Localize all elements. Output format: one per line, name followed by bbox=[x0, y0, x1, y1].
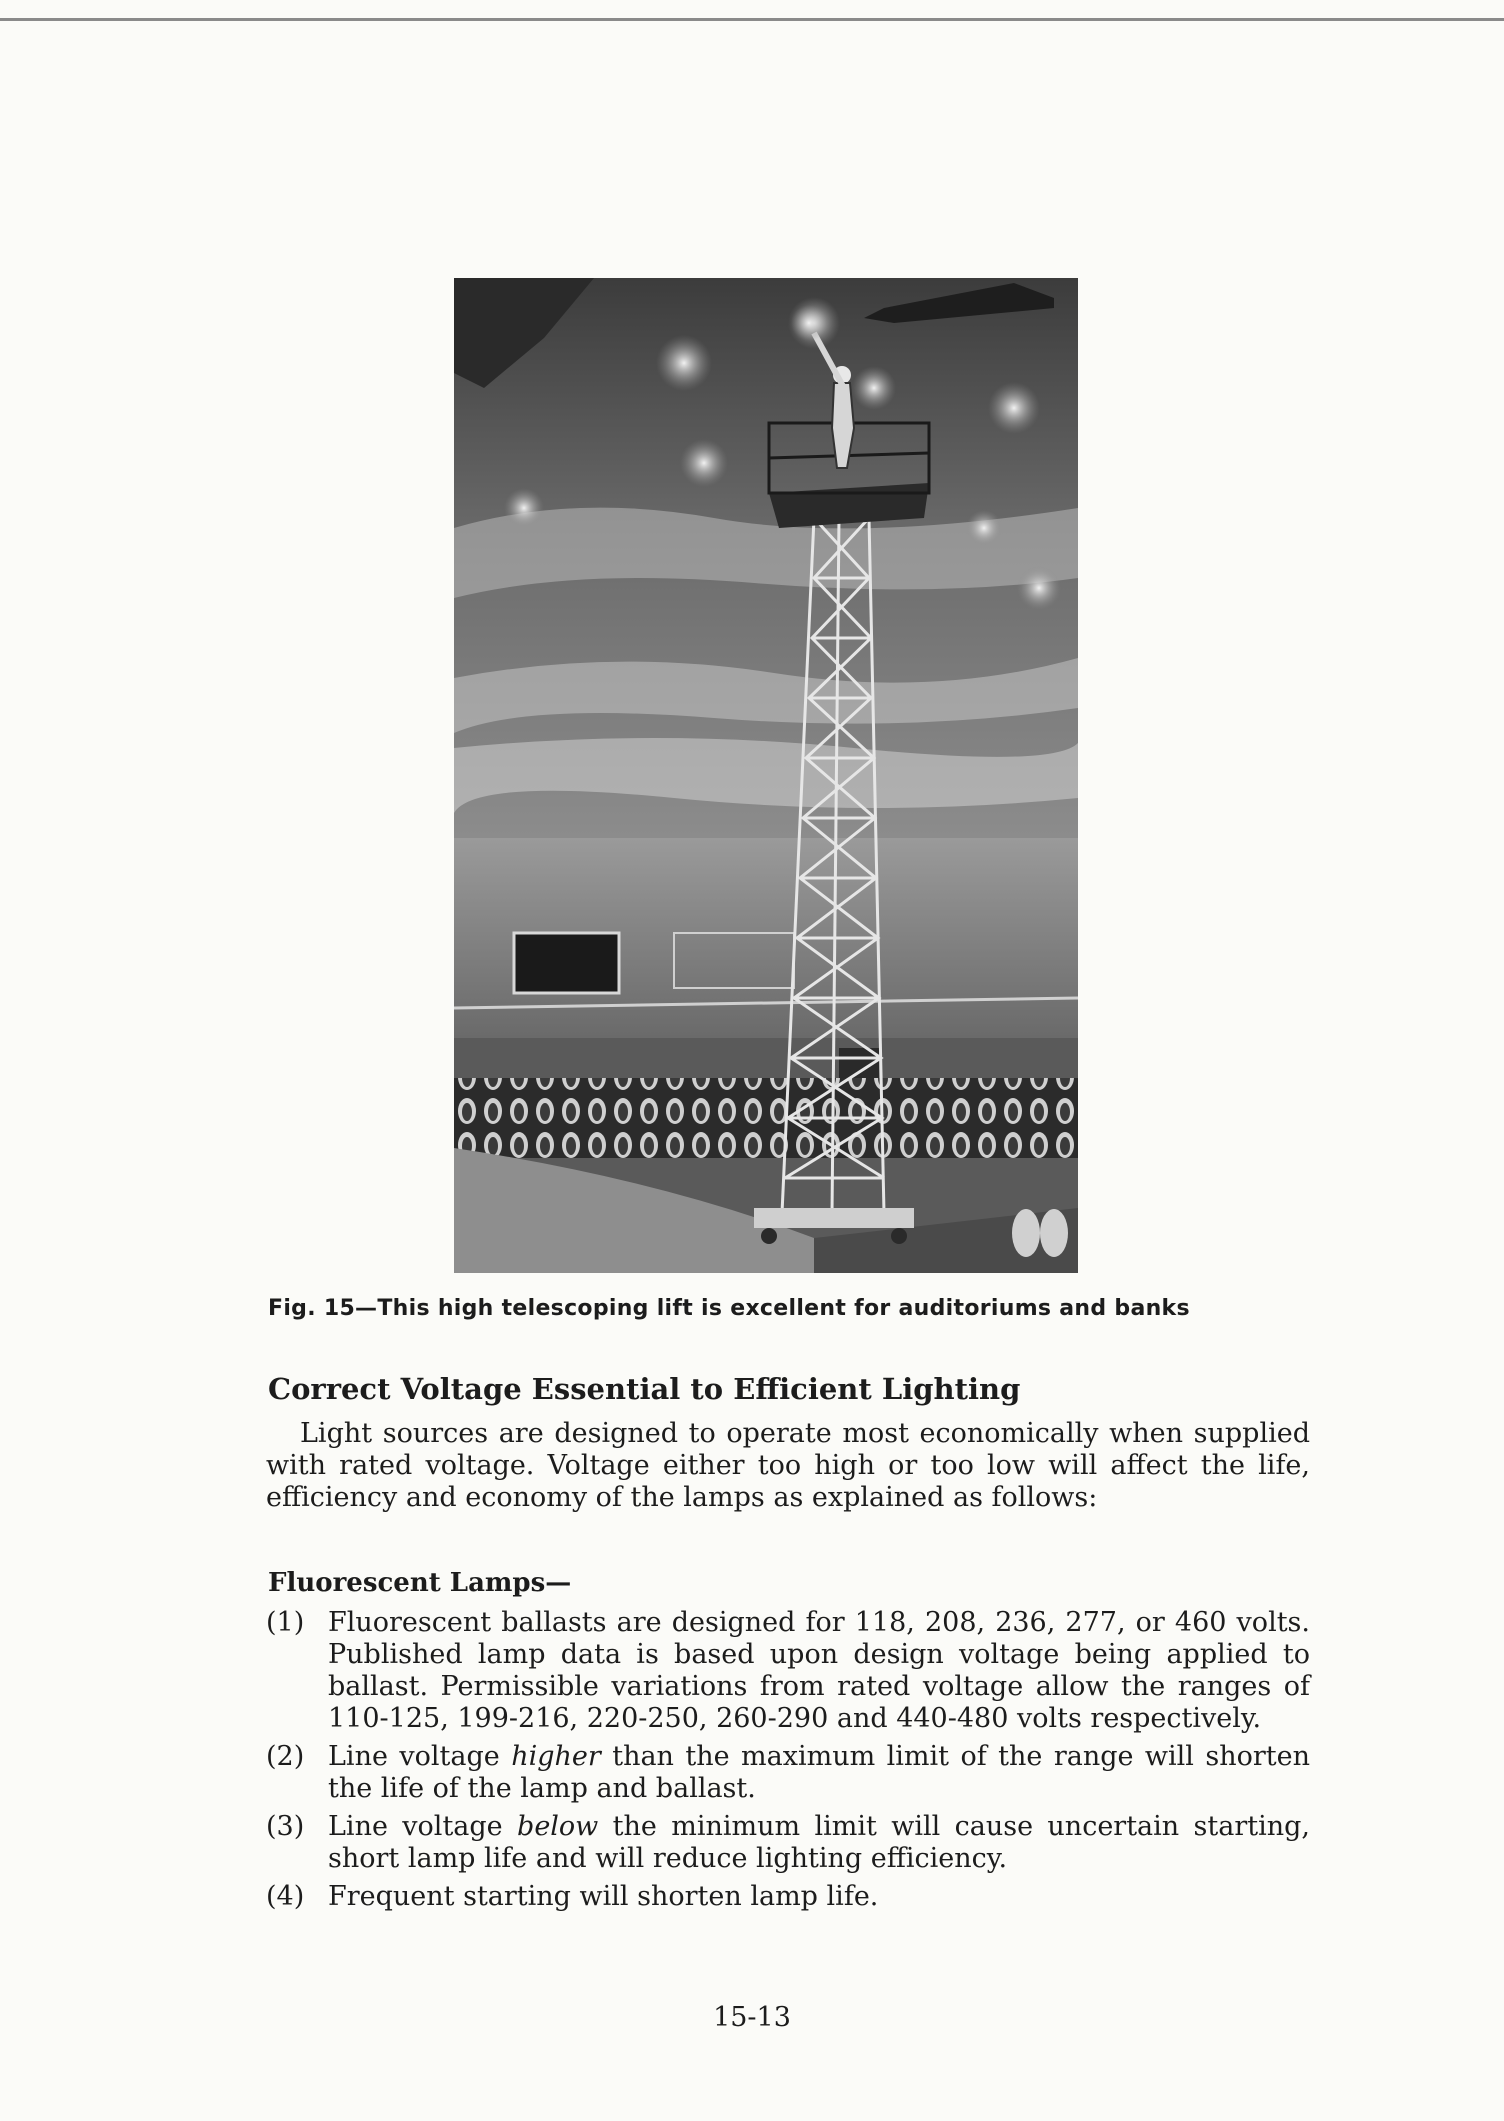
list-item bbox=[266, 1607, 1310, 1735]
list-item-text-pre: Line voltage bbox=[328, 1811, 518, 1842]
telescoping-lift-photo bbox=[454, 278, 1078, 1273]
top-rule bbox=[0, 18, 1504, 21]
fluorescent-list bbox=[266, 1607, 1310, 1919]
list-item-number: (4) bbox=[266, 1881, 305, 1912]
list-item-text-pre: Line voltage bbox=[328, 1741, 512, 1772]
list-item-text bbox=[328, 1811, 1310, 1875]
page-number: 15-13 bbox=[713, 2002, 791, 2033]
list-item-emphasis: below bbox=[517, 1811, 599, 1842]
list-item bbox=[266, 1811, 1310, 1875]
list-item-emphasis: higher bbox=[511, 1741, 601, 1772]
list-item-number: (3) bbox=[266, 1811, 305, 1842]
list-item-text bbox=[328, 1741, 1310, 1805]
list-item bbox=[266, 1741, 1310, 1805]
list-item-text: Frequent starting will shorten lamp life. bbox=[328, 1881, 879, 1912]
list-item-number: (2) bbox=[266, 1741, 305, 1772]
list-item-text: Fluorescent ballasts are designed for 118, 208, 236, 277, or 460 volts. Published lamp data is based upon design voltage being applied to ballast. Permissible variations from rated voltage allow the ranges of 110-125, 199-216, 220-250, 260-290 and 440-480 volts respectively. bbox=[328, 1607, 1310, 1734]
list-item-number: (1) bbox=[266, 1607, 305, 1638]
section-paragraph bbox=[266, 1418, 1310, 1514]
fluorescent-heading: Fluorescent Lamps— bbox=[268, 1568, 572, 1598]
figure-caption: Fig. 15—This high telescoping lift is excellent for auditoriums and banks bbox=[268, 1296, 1190, 1321]
list-item-text-post: than the maximum limit of the range will shorten the life of the lamp and ballast. bbox=[328, 1741, 1311, 1804]
section-paragraph-text: Light sources are designed to operate most economically when supplied with rated voltage. Voltage either too high or too low will affect the life, efficiency and economy of the lamps as explained as follows: bbox=[266, 1418, 1310, 1513]
section-heading: Correct Voltage Essential to Efficient Lighting bbox=[268, 1372, 1021, 1406]
list-item bbox=[266, 1881, 1310, 1913]
list-item-text-post: the minimum limit will cause uncertain starting, short lamp life and will reduce lighting efficiency. bbox=[328, 1811, 1310, 1874]
figure-photo bbox=[454, 278, 1078, 1273]
